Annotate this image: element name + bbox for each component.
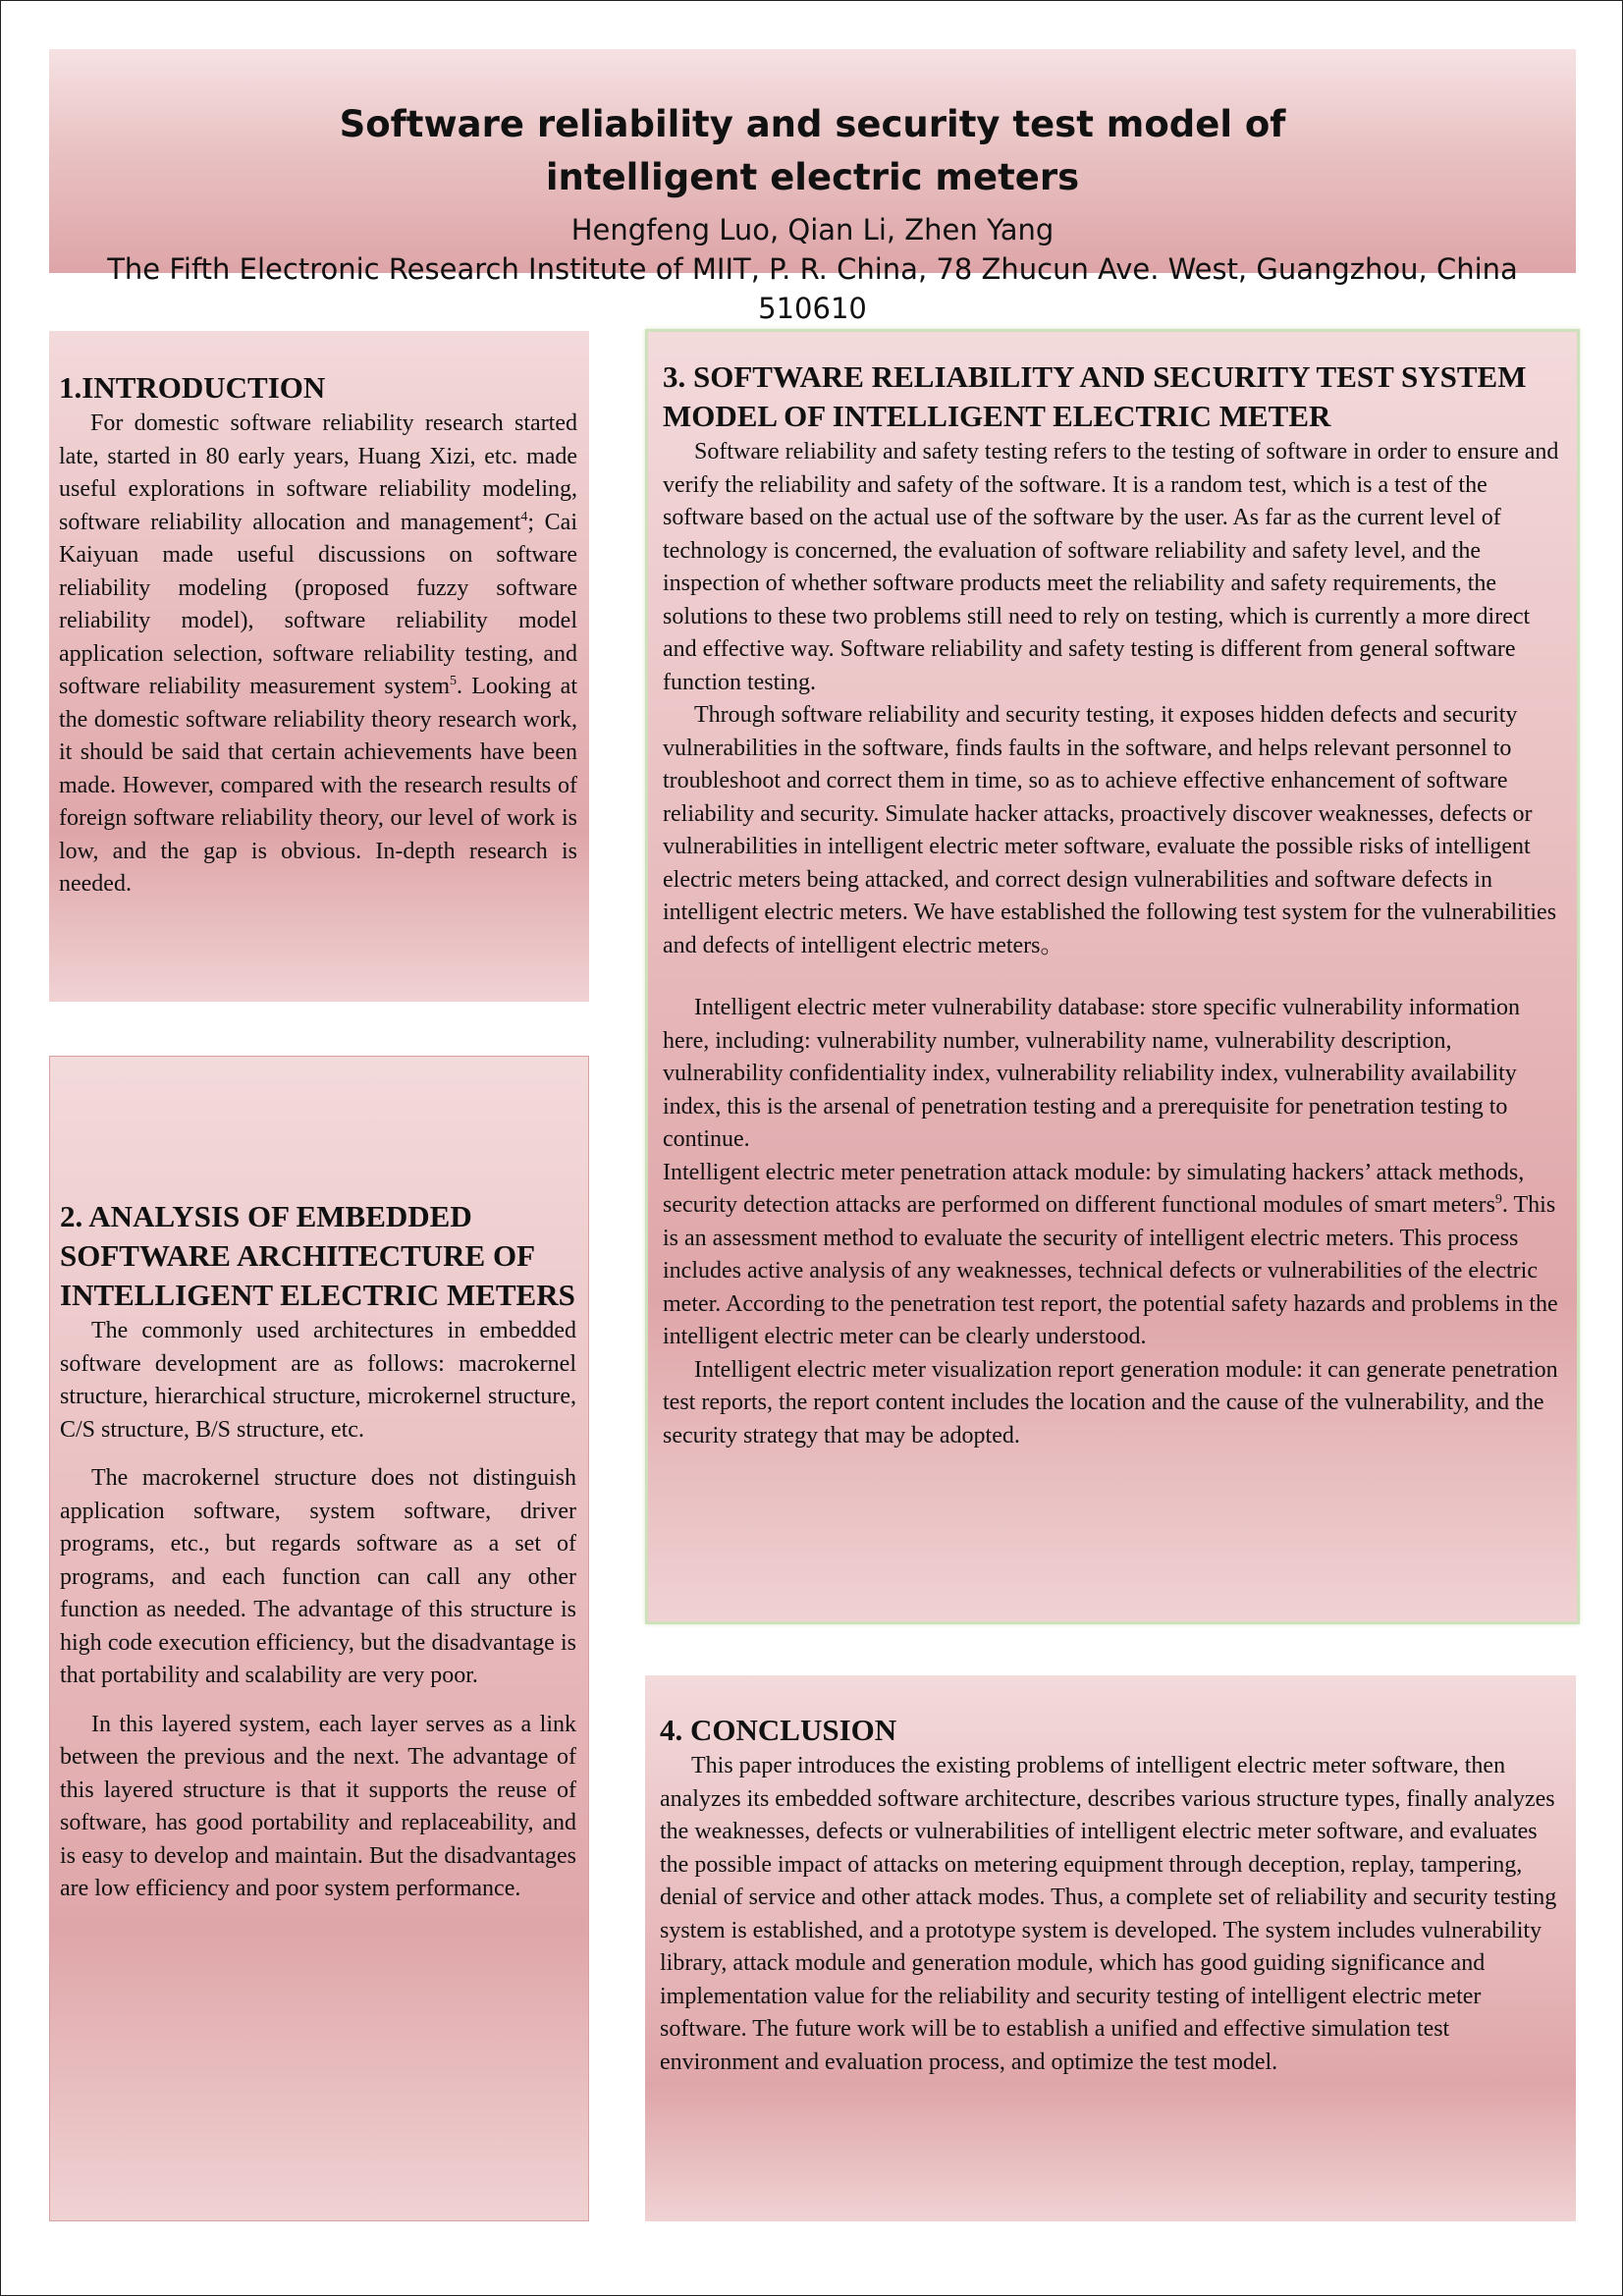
poster-title [49,49,1576,204]
test-system-paragraph-1: Software reliability and safety testing refers to the testing of software in order to ensure and verify the reliability and safety of the software. It is a random test, which is a test of the software based on the actual use of the software by the user. As far as the current level of technology is concerned, the evaluation of software reliability and safety level, and the inspection of whether software products meet the reliability and safety requirements, the solutions to these two problems still need to rely on testing, which is currently a more direct and effective way. Software reliability and safety testing is different from general software function testing. [663,439,1559,695]
test-system-section [645,329,1580,1624]
authors: Hengfeng Luo, Qian Li, Zhen Yang [570,213,1055,246]
conclusion-paragraph: This paper introduces the existing problems of intelligent electric meter software, then analyzes its embedded software architecture, describes various structure types, finally analyzes the weaknesses, defects or vulnerabilities of intelligent electric meter software, and evaluates the possible impact of attacks on metering equipment through deception, replay, tampering, denial of service and other attack modes. Thus, a complete set of reliability and security testing system is established, and a prototype system is developed. The system includes vulnerability library, attack module and generation module, which has good guiding significance and implementation value for the reliability and security testing of intelligent electric meter software. The future work will be to establish a unified and effective simulation test environment and evaluation process, and optimize the test model. [660,1753,1557,2075]
analysis-paragraph-2: The macrokernel structure does not distinguish application software, system software, driver programs, etc., but regards software as a set of programs, and each function can call any other function as needed. The advantage of this structure is high code execution efficiency, but the disadvantage is that portability and scalability are very poor. [60,1465,576,1688]
analysis-paragraph-1: The commonly used architectures in embedded software development are as follows: macrokernel structure, hierarchical structure, microkernel structure, C/S structure, B/S structure, etc. [60,1318,576,1443]
test-system-title: 3. SOFTWARE RELIABILITY AND SECURITY TEST SYSTEM MODEL OF INTELLIGENT ELECTRIC METER [663,359,1527,433]
citation: 5 [450,674,458,688]
affiliation: The Fifth Electronic Research Institute of MIIT, P. R. China, 78 Zhucun Ave. West, Guangzhou, China 510610 [107,252,1518,325]
analysis-title: 2. ANALYSIS OF EMBEDDED SOFTWARE ARCHITECTURE OF INTELLIGENT ELECTRIC METERS [60,1199,575,1312]
vulnerability-database-paragraph: Intelligent electric meter vulnerability database: store specific vulnerability information here, including: vulnerability number, vulnerability name, vulnerability description, vulnerability confidentiality index, vulnerability reliability index, vulnerability availability index, this is the arsenal of penetration testing and a prerequisite for penetration testing to continue. [663,995,1521,1152]
analysis-section [49,1056,589,2221]
report-generation-paragraph: Intelligent electric meter visualization report generation module: it can generate penetration test reports, the report content includes the location and the cause of the vulnerability, and the security strategy that may be adopted. [663,1356,1558,1449]
title-line-1: Software reliability and security test model of [339,103,1286,145]
conclusion-title: 4. CONCLUSION [660,1713,897,1747]
analysis-paragraph-3: In this layered system, each layer serves as a link between the previous and the next. The advantage of this layered structure is that it supports the reuse of software, has good portability and replaceability, and is easy to develop and maintain. But the disadvantages are low efficiency and poor system performance. [60,1711,576,1901]
introduction-title: 1.INTRODUCTION [59,370,326,405]
conclusion-section [645,1675,1576,2221]
citation: 4 [520,509,528,524]
title-line-2: intelligent electric meters [545,156,1080,198]
test-system-paragraph-2: Through software reliability and security testing, it exposes hidden defects and security vulnerabilities in the software, finds faults in the software, and helps relevant personnel to troubleshoot and correct them in time, so as to achieve effective enhancement of software reliability and security. Simulate hacker attacks, proactively discover weaknesses, defects or vulnerabilities in intelligent electric meter software, evaluate the possible risks of intelligent electric meters being attacked, and correct design vulnerabilities and software defects in intelligent electric meters. We have established the following test system for the vulnerabilities and defects of intelligent electric meters。 [663,702,1557,958]
poster-header [49,49,1576,325]
penetration-attack-paragraph: Intelligent electric meter penetration attack module: by simulating hackers’ attack methods, security detection attacks are performed on different functional modules of smart meters$^9$. This is an assessment method to evaluate the security of intelligent electric meters. This process includes active analysis of any weaknesses, technical defects or vulnerabilities of the electric meter. According to the penetration test report, the potential safety hazards and problems in the intelligent electric meter can be clearly understood. [663,1159,1558,1349]
introduction-section [49,331,589,1002]
introduction-paragraph: For domestic software reliability research started late, started in 80 early years, Huang Xizi, etc. made useful explorations in software reliability modeling, software reliability allocation and management$^4$; Cai Kaiyuan made useful discussions on software reliability modeling (proposed fuzzy software reliability model), software reliability model application selection, software reliability testing, and software reliability measurement system$^5$. Looking at the domestic software reliability theory research work, it should be said that certain achievements have been made. However, compared with the research results of foreign software reliability theory, our level of work is low, and the gap is obvious. In-depth research is needed. [59,410,578,897]
citation: 9 [1494,1192,1502,1207]
